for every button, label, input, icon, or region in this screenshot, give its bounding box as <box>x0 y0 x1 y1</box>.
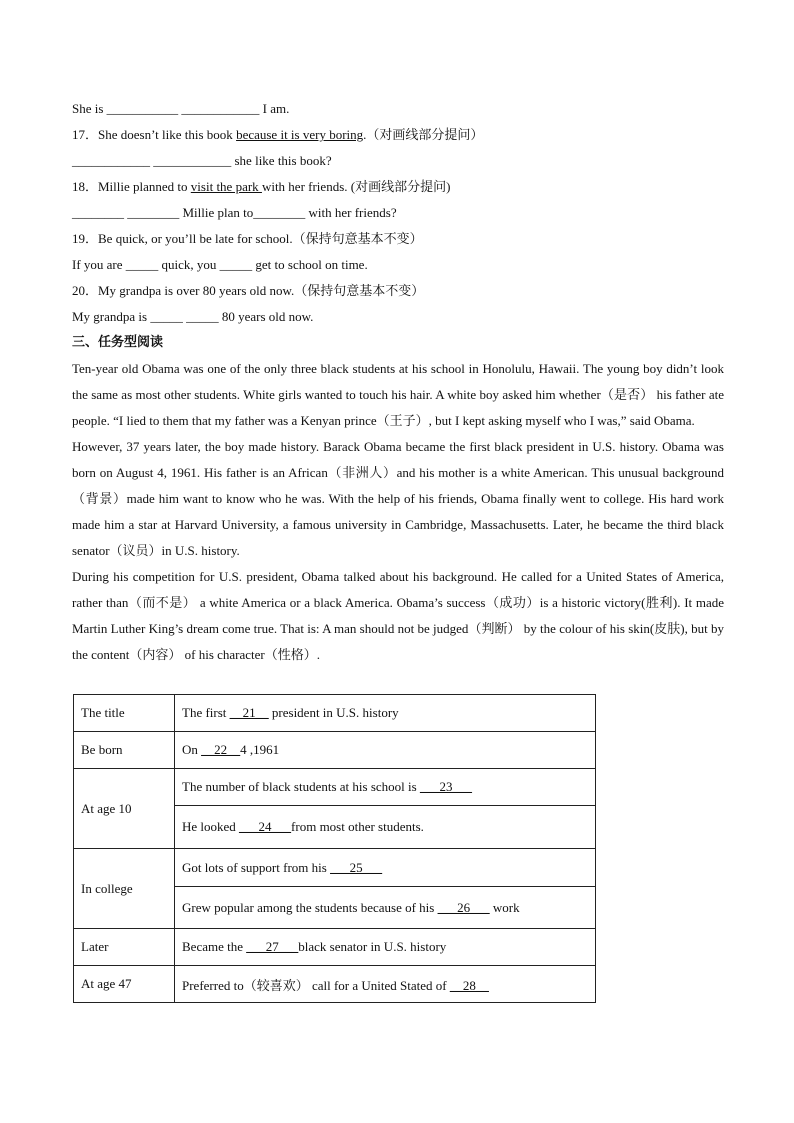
blank-23: ___23___ <box>419 779 472 794</box>
answer-line-19: If you are _____ quick, you _____ get to school on time. <box>72 257 368 272</box>
content-text: president in U.S. history <box>268 705 399 720</box>
question-text: 18．Millie planned to <box>72 179 191 194</box>
answer-line-20: My grandpa is _____ _____ 80 years old now. <box>72 309 314 324</box>
blank-24: ___24___ <box>239 819 292 834</box>
row-content <box>175 929 596 966</box>
row-content <box>175 732 596 769</box>
worksheet-page <box>72 96 724 668</box>
table-row <box>74 966 596 1003</box>
exercise-line: She is ___________ ____________ I am. <box>72 101 290 116</box>
blank-25: ___25___ <box>330 859 383 875</box>
question-18 <box>72 174 724 200</box>
content-text: 4 ,1961 <box>240 742 280 757</box>
underlined-phrase: visit the park <box>190 179 262 194</box>
row-content <box>175 966 596 1003</box>
content-text: Became the <box>182 939 247 954</box>
content-text: On <box>182 742 202 757</box>
table-row <box>74 849 596 887</box>
row-label: Be born <box>74 732 175 769</box>
row-label: At age 10 <box>74 769 175 849</box>
answer-line-17: ____________ ____________ she like this book? <box>72 153 332 168</box>
passage-paragraph-1: Ten-year old Obama was one of the only three black students at his school in Honolulu, Hawaii. The young boy didn’t look the same as most other students. White girls wanted to touch his hair. A white boy asked him whether（是否） his father ate people. “I lied to them that my father was a Kenyan prince（王子）, but I kept asking myself who I was,” said Obama. <box>72 361 724 428</box>
table-row <box>74 769 596 806</box>
table-row <box>74 732 596 769</box>
table-row <box>74 695 596 732</box>
blank-21: __21__ <box>229 705 269 720</box>
blank-26: ___26___ <box>437 899 490 915</box>
question-instruction: with her friends. (对画线部分提问) <box>261 179 451 194</box>
passage-paragraph-2: However, 37 years later, the boy made history. Barack Obama became the first black president in U.S. history. Obama was born on August 4, 1961. His father is an African（非洲人）and his mother is a white American. This unusual background （背景）made him want to know who he was. With the help of his friends, Obama finally went to college. His hard work made him a star at Harvard University, a famous university in Cambridge, Massachusetts. Later, he became the third black senator（议员）in U.S. history. <box>72 439 724 558</box>
content-text: Grew popular among the students because of his <box>182 899 438 915</box>
content-text: black senator in U.S. history <box>298 939 447 954</box>
question-20: 20．My grandpa is over 80 years old now.（保持句意基本不变） <box>72 283 425 298</box>
answer-line-18: ________ ________ Millie plan to________ with her friends? <box>72 205 397 220</box>
blank-27: ___27___ <box>246 939 299 954</box>
passage-paragraph-3: During his competition for U.S. president, Obama talked about his background. He called for a United States of America, rather than（而不是） a white America or a black America. Obama’s success（成功）is a historic victory(胜利). It made Martin Luther King’s dream come true. That is: A man should not be judged（判断） by the colour of his skin(皮肤), but by the content（内容） of his character（性格）. <box>72 569 724 662</box>
task-table <box>73 694 596 1003</box>
question-text: 17．She doesn’t like this book <box>72 127 237 142</box>
blank-22: __22__ <box>201 742 241 757</box>
content-text: Got lots of support from his <box>182 859 331 875</box>
question-17 <box>72 122 724 148</box>
content-text: Preferred to（较喜欢） call for a United Stated of <box>182 977 450 993</box>
row-content <box>175 849 596 887</box>
blank-28: __28__ <box>449 977 489 993</box>
row-label: Later <box>74 929 175 966</box>
question-instruction: .（对画线部分提问） <box>363 127 484 142</box>
row-content <box>175 695 596 732</box>
content-text: The first <box>182 705 230 720</box>
row-content <box>175 887 596 929</box>
content-text: He looked <box>182 819 240 834</box>
row-label: At age 47 <box>74 966 175 1003</box>
question-19: 19．Be quick, or you’ll be late for school.（保持句意基本不变） <box>72 231 423 246</box>
content-text: The number of black students at his school is <box>182 779 420 794</box>
underlined-phrase: because it is very boring <box>236 127 364 142</box>
section-title: 三、任务型阅读 <box>72 335 164 350</box>
row-content <box>175 769 596 806</box>
row-label: In college <box>74 849 175 929</box>
content-text: work <box>489 899 520 915</box>
content-text: from most other students. <box>291 819 424 834</box>
table-row <box>74 929 596 966</box>
row-content <box>175 806 596 849</box>
row-label: The title <box>74 695 175 732</box>
